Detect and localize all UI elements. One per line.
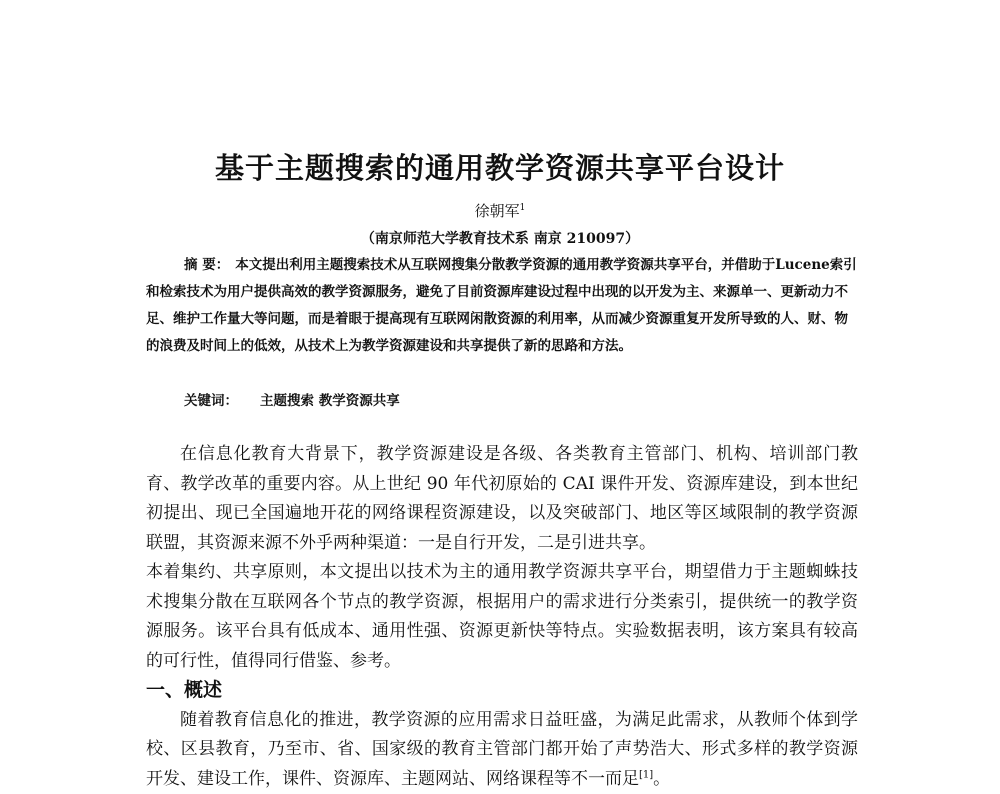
abstract-text: 本文提出利用主题搜索技术从互联网搜集分散教学资源的通用教学资源共享平台，并借助于Lucene索引和检索技术为用户提供高效的教学资源服务，避免了目前资源库建设过程中出现的以开发为主、来源单一、更新动力不足、维护工作量大等问题，而是着眼于提高现有互联网闲散资源的利用率，从而减少资源重复开发所导致的人、财、物的浪费及时间上的低效，从技术上为教学资源建设和共享提供了新的思路和方法。 <box>146 257 857 354</box>
body-paragraph <box>146 706 858 794</box>
body-paragraph: 在信息化教育大背景下，教学资源建设是各级、各类教育主管部门、机构、培训部门教育、教学改革的重要内容。从上世纪 90 年代初原始的 CAI 课件开发、资源库建设，到本世纪初提出、现已全国遍地开花的网络课程资源建设，以及突破部门、地区等区域限制的教学资源联盟，其资源来源不外乎两种渠道：一是自行开发，二是引进共享。 <box>146 440 858 558</box>
citation-ref: [1] <box>639 769 653 780</box>
paragraph-text: 随着教育信息化的推进，教学资源的应用需求日益旺盛，为满足此需求，从教师个体到学校、区县教育，乃至市、省、国家级的教育主管部门都开始了声势浩大、形式多样的教学资源开发、建设工作，课件、资源库、主题网站、网络课程等不一而足 <box>146 710 858 789</box>
keywords-label: 关键词： <box>184 393 238 409</box>
keyword-item: 主题搜索 <box>260 393 314 409</box>
body-paragraph: 本着集约、共享原则，本文提出以技术为主的通用教学资源共享平台，期望借力于主题蜘蛛技术搜集分散在互联网各个节点的教学资源，根据用户的需求进行分类索引，提供统一的教学资源服务。该平台具有低成本、通用性强、资源更新快等特点。实验数据表明，该方案具有较高的可行性，值得同行借鉴、参考。 <box>146 558 858 676</box>
paper-title: 基于主题搜索的通用教学资源共享平台设计 <box>0 146 1000 187</box>
keyword-item: 教学资源共享 <box>319 393 400 409</box>
paragraph-end: 。 <box>653 769 670 789</box>
author-line <box>0 200 1000 221</box>
abstract <box>146 252 858 360</box>
section-heading: 一、概述 <box>146 676 858 706</box>
body-text <box>146 440 858 794</box>
keywords <box>184 389 400 409</box>
abstract-label: 摘 要： <box>184 257 229 273</box>
affiliation: （南京师范大学教育技术系 南京 210097） <box>0 228 1000 248</box>
author-name: 徐朝军 <box>475 202 520 220</box>
author-affiliation-marker: 1 <box>520 203 526 213</box>
